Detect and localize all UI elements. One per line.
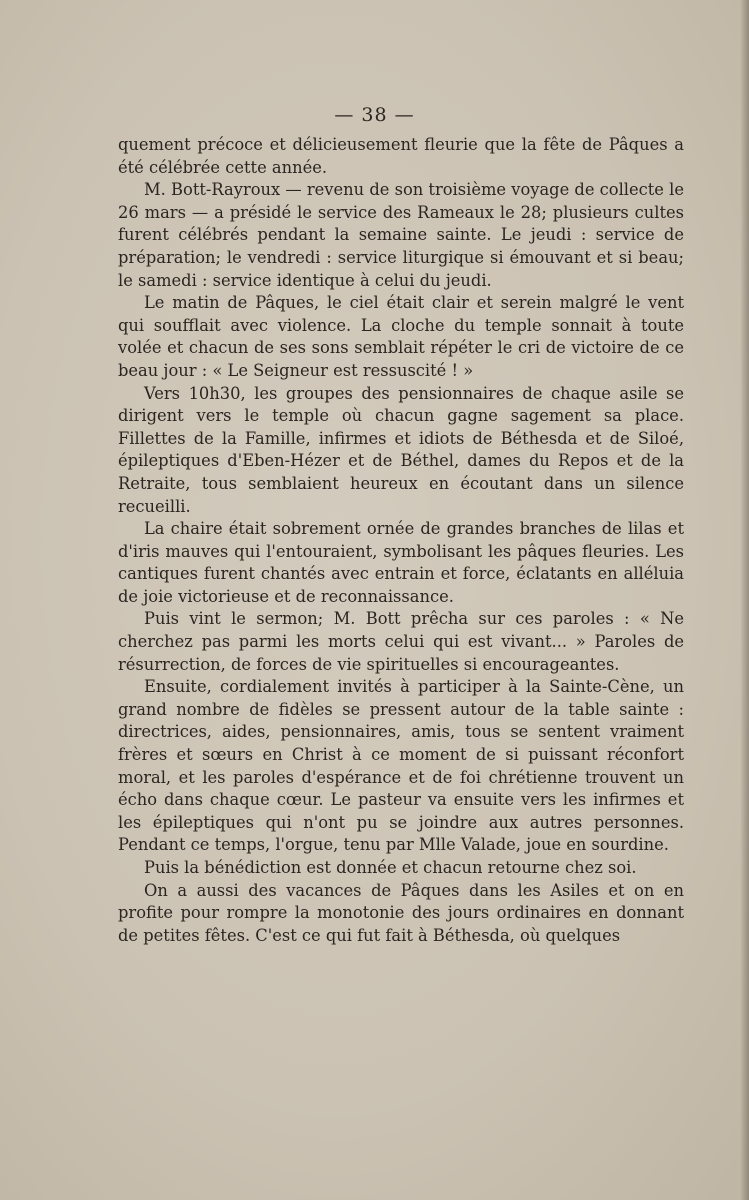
paragraph: M. Bott-Rayroux — revenu de son troisième voyage de collecte le 26 mars — a présidé le service des Rameaux le 28; plusieurs cultes furent célébrés pendant la semaine sainte. Le jeudi : service de préparation; le vendredi : service liturgique si émouvant et si beau; le samedi : service identique à celui du jeudi. (118, 180, 684, 290)
body-text (118, 134, 684, 947)
page-edge-shadow (741, 0, 749, 1200)
paragraph: On a aussi des vacances de Pâques dans les Asiles et on en profite pour rompre la monotonie des jours ordinaires en donnant de petites fêtes. C'est ce qui fut fait à Béthesda, où quelques (118, 880, 684, 945)
paragraph: La chaire était sobrement ornée de grandes branches de lilas et d'iris mauves qui l'entouraient, symbolisant les pâques fleuries. Les cantiques furent chantés avec entrain et force, éclatants en alléluia de joie victorieuse et de reconnaissance. (118, 519, 684, 606)
page-number: — 38 — (334, 104, 415, 126)
paragraph: Ensuite, cordialement invités à participer à la Sainte-Cène, un grand nombre de fidèles se pressent autour de la table sainte : directrices, aides, pensionnaires, amis, tous se sentent vraiment frères et sœurs en Christ à ce moment de si puissant réconfort moral, et les paroles d'espérance et de foi chrétienne trouvent un écho dans chaque cœur. Le pasteur va ensuite vers les infirmes et les épileptiques qui n'ont pu se joindre aux autres personnes. Pendant ce temps, l'orgue, tenu par Mlle Valade, joue en sourdine. (118, 677, 684, 855)
paragraph: Puis la bénédiction est donnée et chacun retourne chez soi. (144, 858, 637, 877)
paragraph: Le matin de Pâques, le ciel était clair et serein malgré le vent qui soufflait avec violence. La cloche du temple sonnait à toute volée et chacun de ses sons semblait répéter le cri de victoire de ce beau jour : « Le Seigneur est ressuscité ! » (118, 293, 684, 380)
paragraph: Puis vint le sermon; M. Bott prêcha sur ces paroles : « Ne cherchez pas parmi les morts celui qui est vivant... » Paroles de résurrection, de forces de vie spirituelles si encourageantes. (118, 609, 684, 674)
paragraph: Vers 10h30, les groupes des pensionnaires de chaque asile se dirigent vers le temple où chacun gagne sagement sa place. Fillettes de la Famille, infirmes et idiots de Béthesda et de Siloé, épileptiques d'Eben-Hézer et de Béthel, dames du Repos et de la Retraite, tous semblaient heureux en écoutant dans un silence recueilli. (118, 383, 684, 516)
paragraph: quement précoce et délicieusement fleurie que la fête de Pâques a été célébrée cette année. (118, 135, 684, 177)
